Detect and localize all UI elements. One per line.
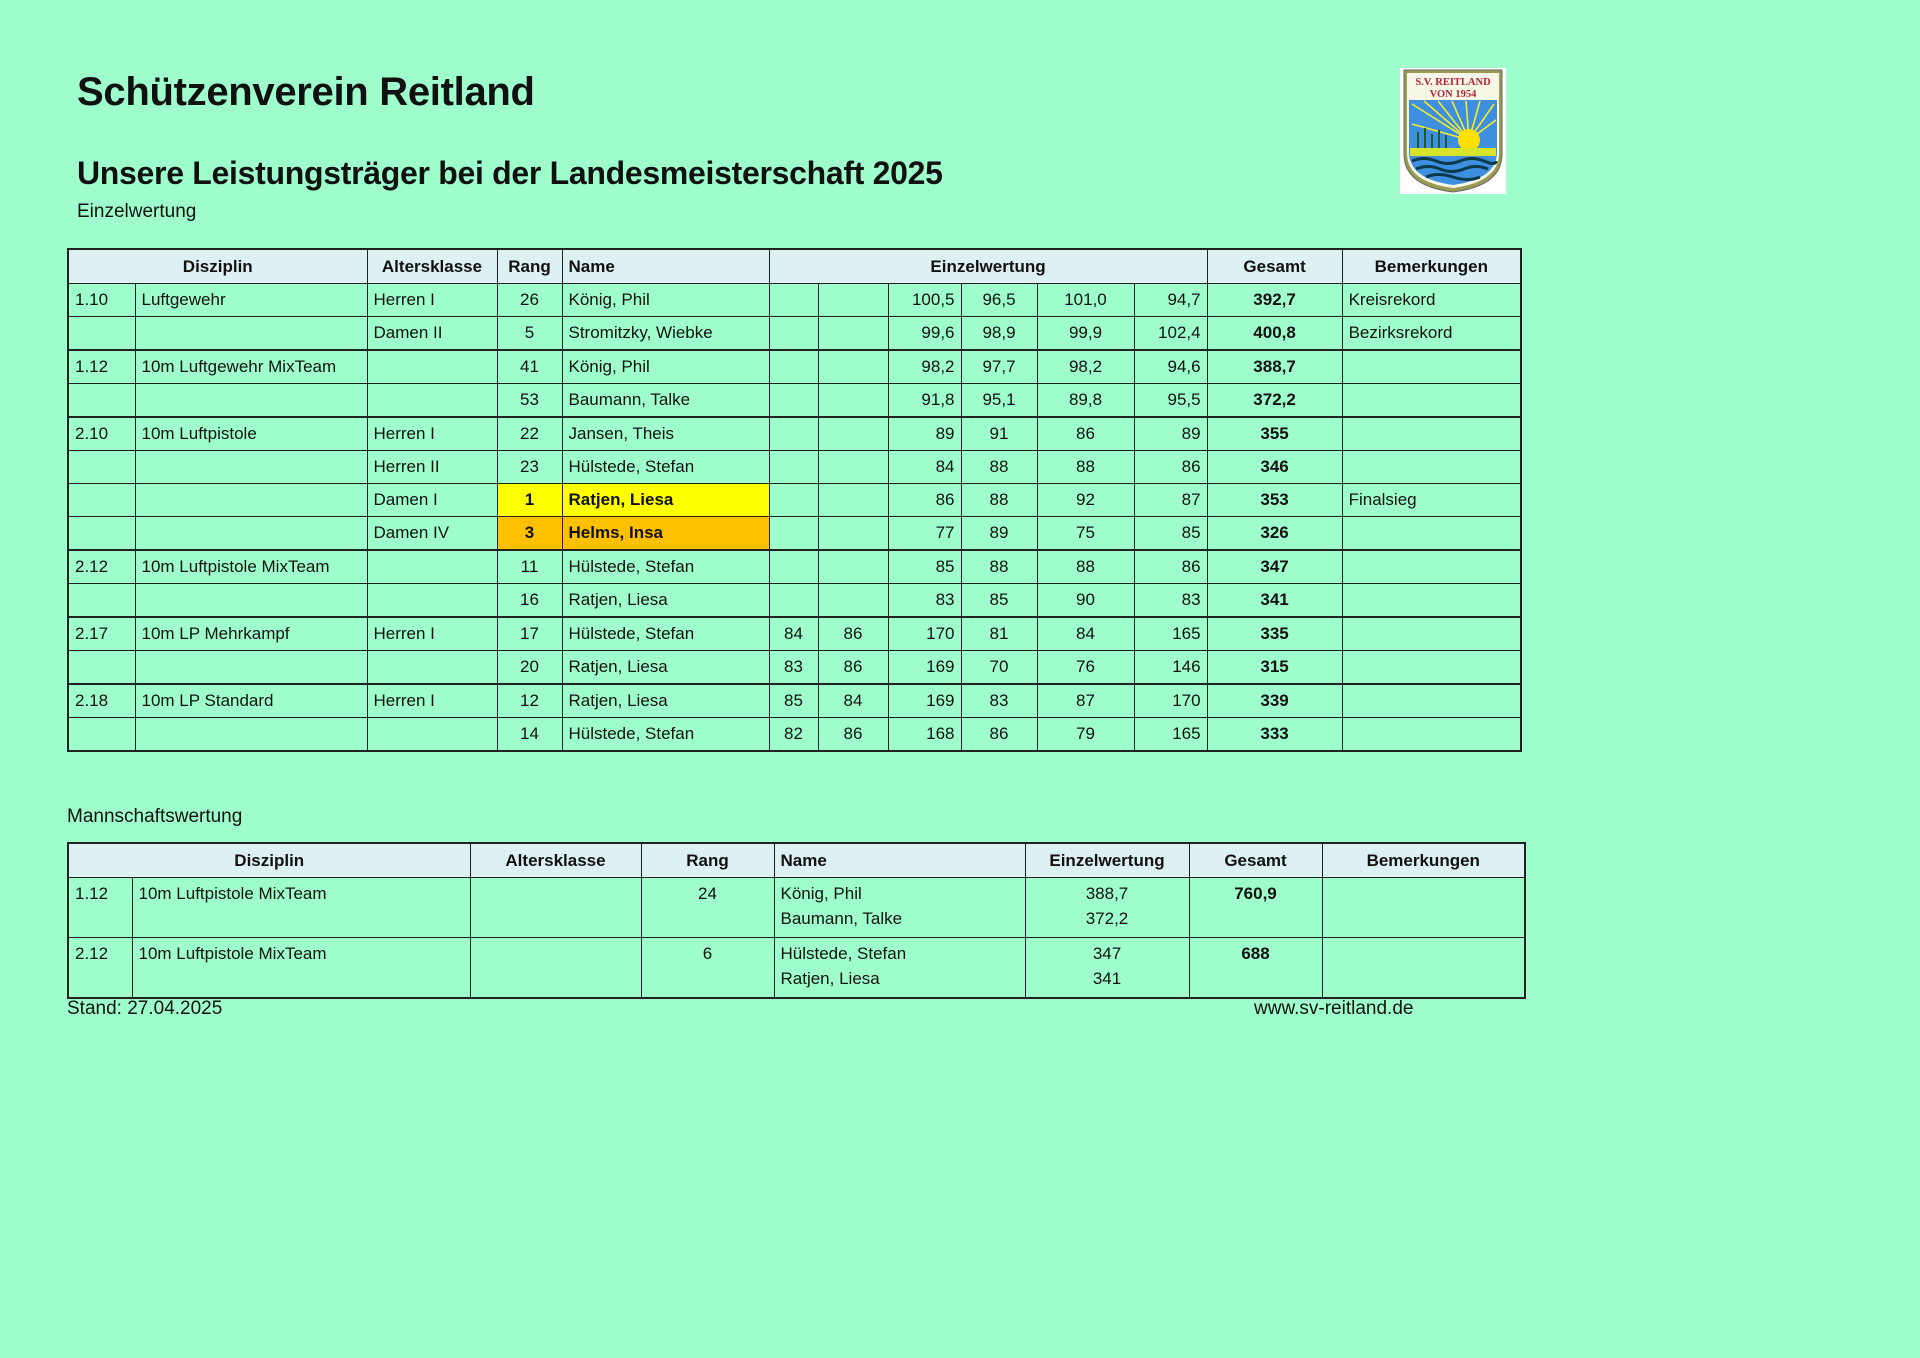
cell-nr: 2.12 (68, 938, 132, 999)
cell-rang: 20 (497, 651, 562, 685)
cell-altersklasse: Herren I (367, 684, 497, 718)
cell-einzelwert: 86 (1134, 550, 1207, 584)
cell-altersklasse: Herren II (367, 451, 497, 484)
cell-einzelwert: 165 (1134, 617, 1207, 651)
single-results-table (67, 248, 1522, 752)
cell-names (774, 878, 1025, 938)
cell-altersklasse (367, 350, 497, 384)
cell-disziplin (135, 484, 367, 517)
cell-altersklasse (367, 584, 497, 618)
cell-bemerkung (1342, 517, 1521, 551)
cell-gesamt: 315 (1207, 651, 1342, 685)
cell-einzelwert: 86 (818, 651, 888, 685)
table-row (68, 617, 1521, 651)
cell-einzelwert: 98,2 (888, 350, 961, 384)
cell-einzelwert: 88 (961, 451, 1037, 484)
cell-einzelwert: 84 (769, 617, 818, 651)
cell-bemerkung: Kreisrekord (1342, 284, 1521, 317)
cell-einzelwert: 86 (1134, 451, 1207, 484)
cell-disziplin (135, 651, 367, 685)
table-row (68, 284, 1521, 317)
header-disziplin: Disziplin (68, 249, 367, 284)
cell-einzelwert: 76 (1037, 651, 1134, 685)
header-name: Name (562, 249, 769, 284)
cell-disziplin (135, 584, 367, 618)
cell-einzelwert: 100,5 (888, 284, 961, 317)
cell-einzelwert (818, 550, 888, 584)
cell-disziplin (135, 384, 367, 418)
cell-bemerkung (1342, 384, 1521, 418)
cell-name: Ratjen, Liesa (562, 651, 769, 685)
header-name: Name (774, 843, 1025, 878)
cell-einzelwert (769, 384, 818, 418)
cell-einzelwert: 146 (1134, 651, 1207, 685)
cell-nr (68, 651, 135, 685)
cell-einzelwert: 95,1 (961, 384, 1037, 418)
cell-einzelwert (818, 384, 888, 418)
cell-gesamt: 688 (1189, 938, 1322, 999)
cell-einzelwert: 86 (1037, 417, 1134, 451)
cell-einzelwert: 84 (1037, 617, 1134, 651)
cell-einzelwert: 85 (1134, 517, 1207, 551)
cell-einzelwert: 84 (888, 451, 961, 484)
cell-disziplin: 10m Luftpistole MixTeam (132, 878, 470, 938)
cell-name: Hülstede, Stefan (562, 451, 769, 484)
logo-text-1: S.V. REITLAND (1415, 77, 1491, 88)
cell-gesamt: 341 (1207, 584, 1342, 618)
cell-disziplin: 10m Luftpistole MixTeam (135, 550, 367, 584)
cell-gesamt: 355 (1207, 417, 1342, 451)
cell-bemerkung (1322, 938, 1525, 999)
cell-einzelwert: 88 (961, 484, 1037, 517)
cell-rang: 3 (497, 517, 562, 551)
cell-einzelwert: 87 (1134, 484, 1207, 517)
cell-name: Jansen, Theis (562, 417, 769, 451)
cell-bemerkung (1322, 878, 1525, 938)
cell-bemerkung: Finalsieg (1342, 484, 1521, 517)
cell-einzelwert: 89,8 (1037, 384, 1134, 418)
header-einzelwertung: Einzelwertung (1025, 843, 1189, 878)
cell-nr: 2.18 (68, 684, 135, 718)
cell-bemerkung (1342, 684, 1521, 718)
cell-einzelwert: 91,8 (888, 384, 961, 418)
table-row (68, 517, 1521, 551)
cell-einzelwert: 98,9 (961, 317, 1037, 351)
table-row (68, 718, 1521, 752)
cell-gesamt: 760,9 (1189, 878, 1322, 938)
team-member-score: 341 (1092, 969, 1122, 988)
website-link[interactable]: www.sv-reitland.de (1254, 998, 1414, 1019)
cell-name: König, Phil (562, 350, 769, 384)
header-bemerkungen: Bemerkungen (1342, 249, 1521, 284)
cell-bemerkung (1342, 350, 1521, 384)
cell-einzelwert: 86 (818, 617, 888, 651)
table-row (68, 651, 1521, 685)
cell-einzelwert (769, 517, 818, 551)
cell-einzelwert: 170 (888, 617, 961, 651)
cell-einzelwert: 83 (769, 651, 818, 685)
cell-rang: 41 (497, 350, 562, 384)
cell-nr: 1.10 (68, 284, 135, 317)
cell-gesamt: 388,7 (1207, 350, 1342, 384)
cell-nr (68, 718, 135, 752)
cell-rang: 6 (641, 938, 774, 999)
cell-einzelwert: 83 (888, 584, 961, 618)
cell-einzelwert: 168 (888, 718, 961, 752)
cell-einzelwert (818, 484, 888, 517)
cell-rang: 17 (497, 617, 562, 651)
table-header-row (68, 249, 1521, 284)
cell-einzelwert: 75 (1037, 517, 1134, 551)
cell-gesamt: 353 (1207, 484, 1342, 517)
cell-einzelwert: 92 (1037, 484, 1134, 517)
cell-einzelwert (769, 451, 818, 484)
cell-name: König, Phil (562, 284, 769, 317)
team-results-table (67, 842, 1526, 999)
cell-nr (68, 517, 135, 551)
cell-einzelwert: 86 (888, 484, 961, 517)
header-rang: Rang (641, 843, 774, 878)
cell-name: Hülstede, Stefan (562, 718, 769, 752)
table-row (68, 451, 1521, 484)
cell-gesamt: 347 (1207, 550, 1342, 584)
cell-nr (68, 317, 135, 351)
header-bemerkungen: Bemerkungen (1322, 843, 1525, 878)
cell-nr: 1.12 (68, 350, 135, 384)
cell-name: Baumann, Talke (562, 384, 769, 418)
cell-rang: 53 (497, 384, 562, 418)
cell-disziplin (135, 517, 367, 551)
team-member-name: Ratjen, Liesa (780, 969, 880, 988)
cell-einzelwert: 94,7 (1134, 284, 1207, 317)
cell-disziplin: 10m Luftgewehr MixTeam (135, 350, 367, 384)
cell-einzelwert (818, 517, 888, 551)
cell-rang: 11 (497, 550, 562, 584)
cell-einzelwert: 83 (961, 684, 1037, 718)
cell-rang: 14 (497, 718, 562, 752)
cell-einzelwert: 89 (1134, 417, 1207, 451)
cell-einzelwert (769, 484, 818, 517)
cell-altersklasse (367, 718, 497, 752)
cell-nr (68, 584, 135, 618)
cell-einzelwert (818, 284, 888, 317)
cell-einzelwert: 89 (888, 417, 961, 451)
cell-altersklasse: Herren I (367, 417, 497, 451)
cell-einzelwert (818, 584, 888, 618)
cell-name: Stromitzky, Wiebke (562, 317, 769, 351)
cell-einzelwert (769, 417, 818, 451)
cell-gesamt: 333 (1207, 718, 1342, 752)
cell-bemerkung (1342, 417, 1521, 451)
cell-rang: 23 (497, 451, 562, 484)
cell-disziplin: 10m Luftpistole MixTeam (132, 938, 470, 999)
cell-bemerkung (1342, 451, 1521, 484)
table-row (68, 938, 1525, 999)
table-header-row (68, 843, 1525, 878)
cell-einzelwert: 101,0 (1037, 284, 1134, 317)
cell-gesamt: 392,7 (1207, 284, 1342, 317)
cell-einzelwert: 85 (888, 550, 961, 584)
table-row (68, 350, 1521, 384)
cell-einzelwert: 170 (1134, 684, 1207, 718)
cell-altersklasse (470, 878, 641, 938)
cell-einzelwert (818, 317, 888, 351)
cell-nr (68, 451, 135, 484)
cell-bemerkung (1342, 584, 1521, 618)
cell-einzelwert: 89 (961, 517, 1037, 551)
cell-altersklasse (367, 384, 497, 418)
cell-gesamt: 372,2 (1207, 384, 1342, 418)
cell-einzelwert: 94,6 (1134, 350, 1207, 384)
cell-disziplin (135, 451, 367, 484)
cell-altersklasse (470, 938, 641, 999)
table-row (68, 417, 1521, 451)
cell-einzelwert: 95,5 (1134, 384, 1207, 418)
cell-einzelwert (818, 350, 888, 384)
header-rang: Rang (497, 249, 562, 284)
cell-nr (68, 384, 135, 418)
section-mannschaftswertung: Mannschaftswertung (67, 806, 243, 827)
table-row (68, 584, 1521, 618)
cell-gesamt: 326 (1207, 517, 1342, 551)
cell-altersklasse: Herren I (367, 284, 497, 317)
cell-einzelwert (818, 451, 888, 484)
cell-name: Ratjen, Liesa (562, 684, 769, 718)
cell-einzelwert (769, 284, 818, 317)
cell-rang: 22 (497, 417, 562, 451)
cell-einzelwert: 88 (1037, 550, 1134, 584)
cell-einzelwert: 70 (961, 651, 1037, 685)
cell-altersklasse: Damen IV (367, 517, 497, 551)
cell-name: Helms, Insa (562, 517, 769, 551)
club-title: Schützenverein Reitland (77, 70, 535, 114)
cell-bemerkung (1342, 718, 1521, 752)
table-row (68, 684, 1521, 718)
cell-einzelwert: 97,7 (961, 350, 1037, 384)
cell-einzelwert: 85 (961, 584, 1037, 618)
cell-gesamt: 335 (1207, 617, 1342, 651)
team-member-name: König, Phil (780, 884, 862, 903)
cell-disziplin (135, 317, 367, 351)
cell-einzelwert: 83 (1134, 584, 1207, 618)
cell-einzelwert (769, 317, 818, 351)
cell-bemerkung (1342, 651, 1521, 685)
cell-einzelwert (769, 584, 818, 618)
cell-einzelwert: 79 (1037, 718, 1134, 752)
header-disziplin: Disziplin (68, 843, 470, 878)
cell-bemerkung (1342, 617, 1521, 651)
cell-disziplin (135, 718, 367, 752)
cell-altersklasse: Damen II (367, 317, 497, 351)
header-gesamt: Gesamt (1189, 843, 1322, 878)
cell-einzelwert: 84 (818, 684, 888, 718)
header-einzelwertung: Einzelwertung (769, 249, 1207, 284)
cell-rang: 26 (497, 284, 562, 317)
stand-date: Stand: 27.04.2025 (67, 998, 223, 1019)
table-row (68, 484, 1521, 517)
cell-altersklasse (367, 651, 497, 685)
header-altersklasse: Altersklasse (367, 249, 497, 284)
cell-gesamt: 346 (1207, 451, 1342, 484)
header-gesamt: Gesamt (1207, 249, 1342, 284)
cell-disziplin: 10m LP Mehrkampf (135, 617, 367, 651)
team-member-score: 347 (1092, 944, 1122, 963)
club-logo (1400, 68, 1506, 194)
cell-einzelwert: 96,5 (961, 284, 1037, 317)
cell-name: Ratjen, Liesa (562, 584, 769, 618)
cell-rang: 16 (497, 584, 562, 618)
cell-einzelwert: 99,6 (888, 317, 961, 351)
cell-einzelwert: 169 (888, 684, 961, 718)
table-row (68, 550, 1521, 584)
table-row (68, 878, 1525, 938)
cell-rang: 12 (497, 684, 562, 718)
cell-einzelwert: 88 (1037, 451, 1134, 484)
cell-einzelwert: 86 (818, 718, 888, 752)
cell-einzelwert: 85 (769, 684, 818, 718)
cell-bemerkung: Bezirksrekord (1342, 317, 1521, 351)
cell-einzelwert (818, 417, 888, 451)
cell-einzelwert: 165 (1134, 718, 1207, 752)
cell-nr: 2.10 (68, 417, 135, 451)
cell-nr: 2.12 (68, 550, 135, 584)
cell-einzelwertung (1025, 878, 1189, 938)
cell-einzelwert: 98,2 (1037, 350, 1134, 384)
cell-name: Ratjen, Liesa (562, 484, 769, 517)
cell-name: Hülstede, Stefan (562, 550, 769, 584)
cell-rang: 5 (497, 317, 562, 351)
cell-einzelwert: 88 (961, 550, 1037, 584)
cell-disziplin: 10m Luftpistole (135, 417, 367, 451)
cell-gesamt: 400,8 (1207, 317, 1342, 351)
cell-nr: 2.17 (68, 617, 135, 651)
cell-disziplin: Luftgewehr (135, 284, 367, 317)
team-member-name: Baumann, Talke (780, 909, 903, 928)
cell-nr: 1.12 (68, 878, 132, 938)
cell-einzelwertung (1025, 938, 1189, 999)
cell-einzelwert: 99,9 (1037, 317, 1134, 351)
cell-einzelwert: 91 (961, 417, 1037, 451)
cell-bemerkung (1342, 550, 1521, 584)
cell-einzelwert: 81 (961, 617, 1037, 651)
cell-names (774, 938, 1025, 999)
cell-einzelwert: 90 (1037, 584, 1134, 618)
cell-einzelwert: 87 (1037, 684, 1134, 718)
cell-einzelwert: 77 (888, 517, 961, 551)
cell-einzelwert: 102,4 (1134, 317, 1207, 351)
table-row (68, 384, 1521, 418)
team-member-name: Hülstede, Stefan (780, 944, 907, 963)
cell-einzelwert: 169 (888, 651, 961, 685)
cell-disziplin: 10m LP Standard (135, 684, 367, 718)
cell-einzelwert: 82 (769, 718, 818, 752)
table-row (68, 317, 1521, 351)
cell-altersklasse (367, 550, 497, 584)
cell-rang: 1 (497, 484, 562, 517)
logo-text-2: VON 1954 (1429, 89, 1477, 100)
page-subtitle: Unsere Leistungsträger bei der Landesmeisterschaft 2025 (77, 155, 943, 191)
cell-einzelwert (769, 550, 818, 584)
cell-einzelwert: 86 (961, 718, 1037, 752)
cell-altersklasse: Herren I (367, 617, 497, 651)
cell-altersklasse: Damen I (367, 484, 497, 517)
cell-gesamt: 339 (1207, 684, 1342, 718)
section-einzelwertung: Einzelwertung (77, 201, 197, 222)
cell-nr (68, 484, 135, 517)
team-member-score: 388,7 (1085, 884, 1129, 903)
cell-rang: 24 (641, 878, 774, 938)
cell-name: Hülstede, Stefan (562, 617, 769, 651)
cell-einzelwert (769, 350, 818, 384)
team-member-score: 372,2 (1085, 909, 1129, 928)
header-altersklasse: Altersklasse (470, 843, 641, 878)
